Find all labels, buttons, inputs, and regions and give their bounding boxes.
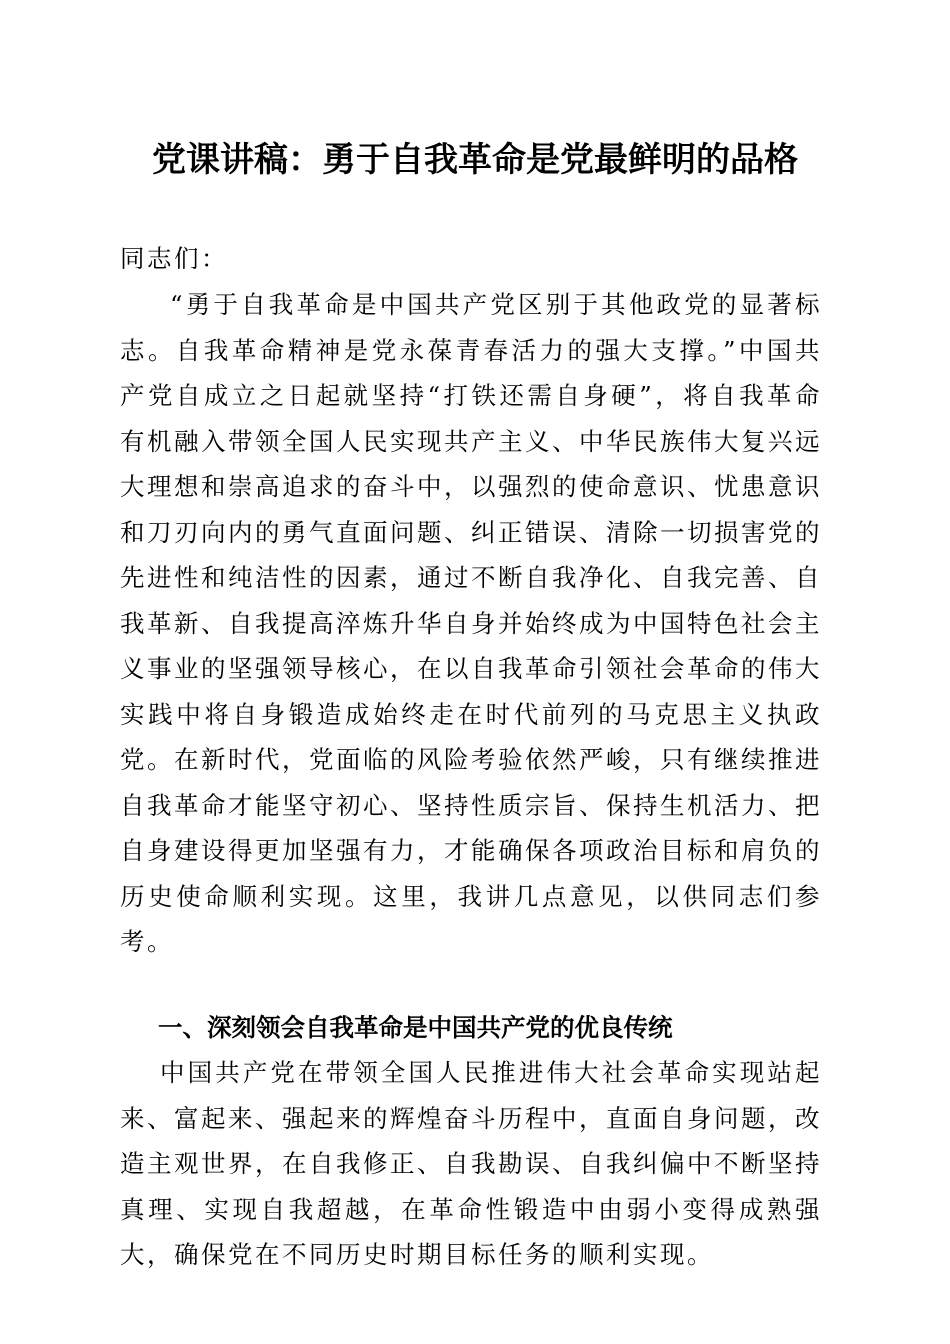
document-title: 党课讲稿：勇于自我革命是党最鲜明的品格	[152, 140, 798, 180]
section-1-paragraph: 中国共产党在带领全国人民推进伟大社会革命实现站起来、富起来、强起来的辉煌奋斗历程中，直面自身问题，改造主观世界，在自我修正、自我勘误、自我纠偏中不断坚持真理、实现自我超越，在革命性锻造中由弱小变得成熟强大，确保党在不同历史时期目标任务的顺利实现。	[120, 1058, 822, 1269]
greeting: 同志们：	[120, 244, 228, 273]
intro-paragraph: “勇于自我革命是中国共产党区别于其他政党的显著标志。自我革命精神是党永葆青春活力的强大支撑。”中国共产党自成立之日起就坚持“打铁还需自身硬”，将自我革命有机融入带领全国人民实现共产主义、中华民族伟大复兴远大理想和崇高追求的奋斗中，以强烈的使命意识、忧患意识和刀刃向内的勇气直面问题、纠正错误、清除一切损害党的先进性和纯洁性的因素，通过不断自我净化、自我完善、自我革新、自我提高淬炼升华自身并始终成为中国特色社会主义事业的坚强领导核心，在以自我革命引领社会革命的伟大实践中将自身锻造成始终走在时代前列的马克思主义执政党。在新时代，党面临的风险考验依然严峻，只有继续推进自我革命才能坚守初心、坚持性质宗旨、保持生机活力、把自身建设得更加坚强有力，才能确保各项政治目标和肩负的历史使命顺利实现。这里，我讲几点意见，以供同志们参考。	[120, 290, 822, 956]
section-1-heading: 一、深刻领会自我革命是中国共产党的优良传统	[158, 1013, 673, 1042]
